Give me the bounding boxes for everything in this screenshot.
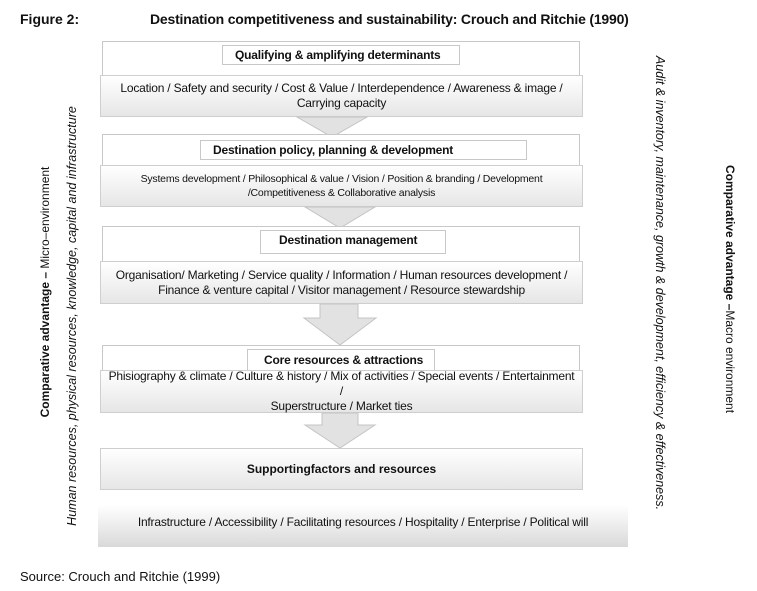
detail-line: Carrying capacity xyxy=(296,96,387,110)
source-caption: Source: Crouch and Ritchie (1999) xyxy=(20,569,221,584)
section-heading-qualifying: Qualifying & amplifying determinants xyxy=(222,45,460,65)
section-heading-policy: Destination policy, planning & development xyxy=(200,140,527,160)
detail-line: Systems development / Philosophical & value / Vision / Position & branding / Development xyxy=(140,173,543,185)
section-heading-supporting: Supportingfactors and resources xyxy=(100,448,583,490)
left-resources-label: Human resources, physical resources, knowledge, capital and infrastructure xyxy=(65,106,79,526)
bold-text: Comparative advantage – xyxy=(723,164,737,311)
section-detail-core xyxy=(100,370,583,413)
down-arrow-icon xyxy=(304,304,376,346)
figure-label: Figure 2: xyxy=(20,11,80,27)
detail-line: Finance & venture capital / Visitor management / Resource stewardship xyxy=(158,282,525,297)
detail-line: /Competitiveness & Collaborative analysis xyxy=(247,187,436,199)
section-heading-management: Destination management xyxy=(260,230,446,254)
detail-line: Organisation/ Marketing / Service quality / Information / Human resources development / xyxy=(115,267,568,282)
detail-line: Superstructure / Market ties xyxy=(270,399,413,413)
section-detail-qualifying xyxy=(100,75,583,117)
normal-text: Micro–environment xyxy=(38,166,52,272)
down-arrow-icon xyxy=(305,207,375,228)
section-heading-core: Core resources & attractions xyxy=(247,349,435,371)
right-audit-label: Audit & inventory, maintenance, growth & development, efficiency & effectiveness. xyxy=(653,55,667,511)
normal-text: Macro environment xyxy=(723,310,737,414)
detail-line: Location / Safety and security / Cost & Value / Interdependence / Awareness & image / xyxy=(120,81,563,95)
down-arrow-icon xyxy=(305,413,375,449)
section-detail-policy xyxy=(100,165,583,207)
section-detail-management xyxy=(100,261,583,304)
section-detail-supporting: Infrastructure / Accessibility / Facilitating resources / Hospitality / Enterprise / Political will xyxy=(98,505,628,547)
bold-text: Comparative advantage – xyxy=(38,271,52,418)
right-macro-environment-label xyxy=(723,165,737,413)
figure-title: Destination competitiveness and sustainability: Crouch and Ritchie (1990) xyxy=(150,11,629,27)
left-micro-environment-label xyxy=(38,167,52,418)
detail-line: Phisiography & climate / Culture & history / Mix of activities / Special events / Entertainment / xyxy=(108,369,575,398)
